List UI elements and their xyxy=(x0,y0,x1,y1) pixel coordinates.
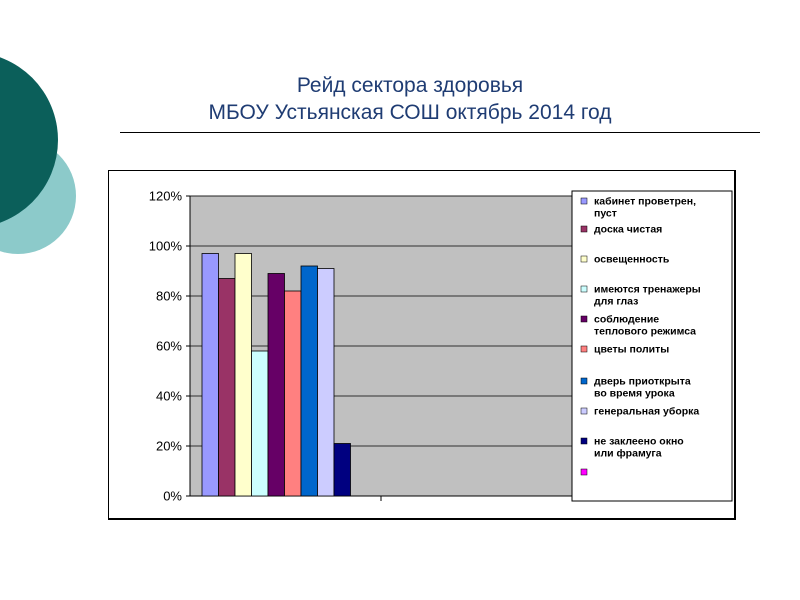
bar xyxy=(301,266,318,496)
legend-label: цветы политы xyxy=(594,343,670,356)
legend-swatch xyxy=(581,378,587,384)
bar xyxy=(235,254,252,497)
chart-frame xyxy=(108,170,736,520)
bar xyxy=(202,254,219,497)
y-tick-label: 80% xyxy=(155,288,182,304)
slide-title-line2: МБОУ Устьянская СОШ октябрь 2014 год xyxy=(208,101,612,124)
legend-swatch xyxy=(581,316,587,322)
legend-label: доска чистая xyxy=(594,223,663,236)
legend-swatch xyxy=(581,408,587,414)
legend-label: пуст xyxy=(594,207,617,220)
bar xyxy=(285,291,302,496)
legend-label: кабинет проветрен, xyxy=(594,195,696,208)
legend-label: освещенность xyxy=(594,253,670,266)
legend-label: теплового режимса xyxy=(594,325,697,338)
legend-swatch xyxy=(581,286,587,292)
title-divider xyxy=(120,132,760,133)
bar-chart xyxy=(109,171,737,521)
legend-label: во время урока xyxy=(594,387,675,400)
legend-swatch xyxy=(581,256,587,262)
slide-title-line1: Рейд сектора здоровья xyxy=(296,74,524,97)
legend-swatch xyxy=(581,346,587,352)
y-tick-label: 120% xyxy=(148,188,182,204)
legend-label: не заклеено окно xyxy=(594,435,684,448)
legend-swatch xyxy=(581,226,587,232)
bar xyxy=(318,269,335,497)
legend-label: соблюдение xyxy=(594,313,660,326)
legend-swatch xyxy=(581,438,587,444)
bar xyxy=(252,351,269,496)
y-tick-label: 100% xyxy=(148,238,182,254)
legend-label: дверь приоткрыта xyxy=(594,375,691,388)
y-tick-label: 40% xyxy=(155,388,182,404)
legend-label: для глаз xyxy=(594,295,639,308)
slide-title xyxy=(150,72,670,126)
y-tick-label: 0% xyxy=(163,488,182,504)
legend-label: имеются тренажеры xyxy=(594,283,701,296)
bar xyxy=(219,279,236,497)
bar xyxy=(268,274,285,497)
legend-label: генеральная уборка xyxy=(594,405,700,418)
legend-label: или фрамуга xyxy=(594,447,662,460)
y-tick-label: 20% xyxy=(155,438,182,454)
y-tick-label: 60% xyxy=(155,338,182,354)
legend-swatch xyxy=(581,469,587,475)
bar xyxy=(334,444,351,497)
legend-swatch xyxy=(581,198,587,204)
